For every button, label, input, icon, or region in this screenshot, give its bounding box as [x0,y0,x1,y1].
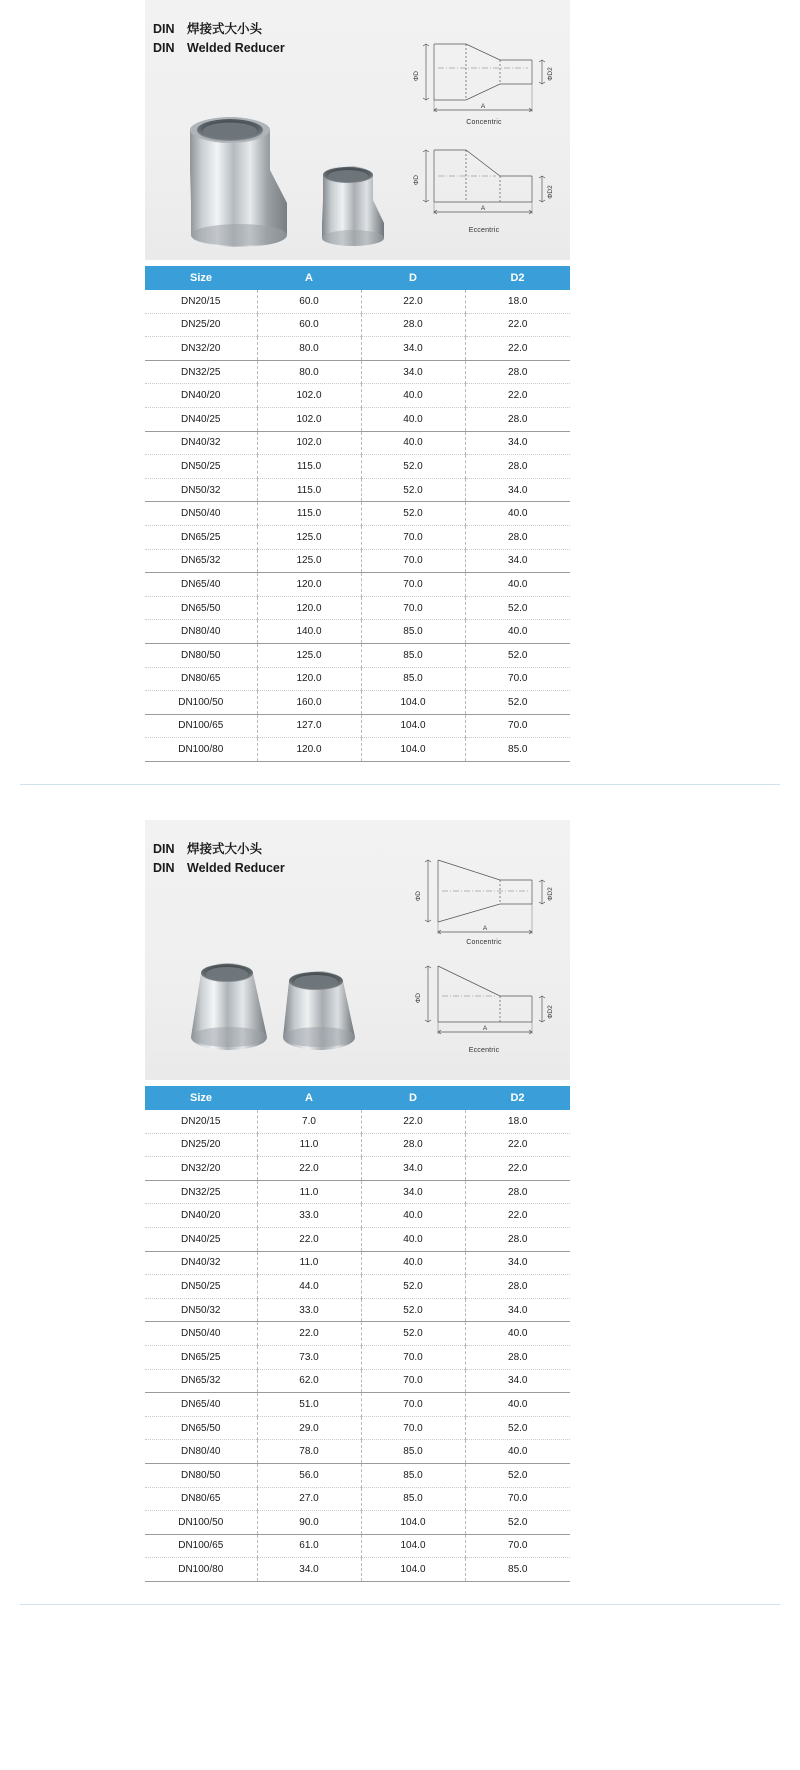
dim-label-a: A [482,925,488,932]
dim-label-d2: ΦD2 [547,67,554,81]
cell-d2: 85.0 [508,744,528,756]
cell-size: DN80/65 [145,1487,257,1511]
table-row [145,573,570,597]
small-reducer-render [322,166,384,246]
technical-drawings-2 [404,844,564,1059]
cell-a: 125.0 [257,643,361,667]
sheet-divider-1 [20,784,780,785]
cell-a: 11.0 [257,1133,361,1157]
cell-d2: 34.0 [508,1375,528,1387]
concentric-reducer-render [283,971,355,1050]
spec-table-2 [145,1086,570,1582]
cell-size: DN65/25 [145,525,257,549]
cell-d: 34.0 [361,360,465,384]
cell-a: 34.0 [257,1558,361,1582]
cell-a: 120.0 [257,738,361,762]
cell-a: 120.0 [257,596,361,620]
dim-label-d: ΦD [413,175,420,185]
product-panel-1 [145,0,570,260]
cell-d2: 28.0 [508,413,528,425]
table-row [145,714,570,738]
cell-a: 78.0 [257,1440,361,1464]
cell-a: 73.0 [257,1345,361,1369]
cell-size: DN40/25 [145,407,257,431]
cell-d: 70.0 [361,596,465,620]
cell-size: DN32/25 [145,1180,257,1204]
cell-a: 62.0 [257,1369,361,1393]
cell-d: 40.0 [361,1251,465,1275]
cell-d: 85.0 [361,1487,465,1511]
dim-label-a: A [482,1025,488,1032]
product-name-cn: 焊接式大小头 [187,22,263,36]
dim-label-d2: ΦD2 [547,1005,554,1019]
cell-d: 70.0 [361,573,465,597]
table-row [145,1322,570,1346]
title-line-en [153,39,285,58]
table-row [145,1133,570,1157]
cell-size: DN65/40 [145,1393,257,1417]
cell-a: 80.0 [257,360,361,384]
table-row [145,290,570,313]
cell-size: DN50/25 [145,455,257,479]
cell-d: 52.0 [361,455,465,479]
cell-d: 85.0 [361,643,465,667]
cell-d2: 28.0 [508,460,528,472]
eccentric-drawing-1 [404,132,564,232]
cell-a: 127.0 [257,714,361,738]
cell-d: 40.0 [361,431,465,455]
dim-label-a: A [480,103,486,110]
concentric-drawing-1 [404,24,564,124]
table-row [145,337,570,361]
cell-a: 80.0 [257,337,361,361]
cell-d2: 40.0 [508,1398,528,1410]
title-block-1 [153,20,285,59]
cell-a: 102.0 [257,407,361,431]
cell-d: 28.0 [361,1133,465,1157]
table-row [145,1369,570,1393]
table-row [145,1558,570,1582]
cell-a: 51.0 [257,1393,361,1417]
table-row [145,620,570,644]
cell-d2: 40.0 [508,1328,528,1340]
col-header-a: A [257,266,361,290]
cell-d2: 22.0 [508,1139,528,1151]
cell-d: 52.0 [361,1298,465,1322]
cell-d: 28.0 [361,313,465,337]
standard-code: DIN [153,41,175,56]
cell-a: 11.0 [257,1180,361,1204]
col-header-d: D [361,266,465,290]
cell-a: 56.0 [257,1463,361,1487]
col-header-size: Size [145,266,257,290]
cell-d2: 22.0 [508,1162,528,1174]
cell-size: DN32/20 [145,337,257,361]
cell-size: DN100/50 [145,1511,257,1535]
cell-d: 85.0 [361,620,465,644]
cell-d: 52.0 [361,1322,465,1346]
reducer-photo-group-2 [155,895,405,1070]
table-body-1 [145,290,570,761]
table-row [145,1534,570,1558]
cell-size: DN40/25 [145,1227,257,1251]
cell-a: 44.0 [257,1275,361,1299]
cell-a: 27.0 [257,1487,361,1511]
cell-d2: 70.0 [508,1540,528,1552]
cell-size: DN100/65 [145,714,257,738]
table-row [145,455,570,479]
cell-a: 22.0 [257,1227,361,1251]
table-row [145,431,570,455]
table-header-row [145,266,570,290]
table-row [145,1511,570,1535]
cell-d: 40.0 [361,384,465,408]
eccentric-caption: Eccentric [468,1047,500,1054]
cell-d: 104.0 [361,1534,465,1558]
table-row [145,1227,570,1251]
cell-size: DN50/25 [145,1275,257,1299]
cell-d2: 52.0 [508,696,528,708]
cell-d: 104.0 [361,1558,465,1582]
product-name-en: Welded Reducer [187,861,285,876]
cell-size: DN80/65 [145,667,257,691]
cell-a: 102.0 [257,431,361,455]
reducer-photo-group-1 [155,75,405,250]
cell-a: 60.0 [257,290,361,313]
eccentric-caption: Eccentric [468,227,500,234]
table-row [145,1180,570,1204]
cell-a: 115.0 [257,502,361,526]
cell-d: 70.0 [361,525,465,549]
cell-a: 125.0 [257,525,361,549]
table-body-2 [145,1110,570,1581]
cell-d2: 28.0 [508,531,528,543]
cell-d: 70.0 [361,549,465,573]
table-row [145,596,570,620]
cell-size: DN40/32 [145,1251,257,1275]
table-row [145,667,570,691]
table-row [145,691,570,715]
technical-drawings-1 [404,24,564,239]
cell-size: DN20/15 [145,1110,257,1133]
cell-d: 52.0 [361,1275,465,1299]
cell-d: 70.0 [361,1345,465,1369]
cell-size: DN65/50 [145,1416,257,1440]
cell-d2: 52.0 [508,1422,528,1434]
col-header-d2: D2 [465,1086,570,1110]
cell-d2: 22.0 [508,390,528,402]
cell-d2: 70.0 [508,720,528,732]
cell-d2: 18.0 [508,1115,528,1127]
cell-size: DN80/40 [145,620,257,644]
cell-a: 22.0 [257,1322,361,1346]
col-header-size: Size [145,1086,257,1110]
product-panel-2 [145,820,570,1080]
cell-size: DN50/40 [145,502,257,526]
cell-size: DN20/15 [145,290,257,313]
cell-d: 52.0 [361,502,465,526]
cell-size: DN25/20 [145,1133,257,1157]
cell-size: DN100/65 [145,1534,257,1558]
cell-a: 33.0 [257,1298,361,1322]
cell-d2: 22.0 [508,319,528,331]
dim-label-a: A [480,205,486,212]
cell-d2: 40.0 [508,578,528,590]
dim-label-d: ΦD [413,71,420,81]
product-name-en: Welded Reducer [187,41,285,56]
table-row [145,525,570,549]
cell-d: 34.0 [361,1180,465,1204]
title-line-cn [153,20,285,39]
dim-label-d2: ΦD2 [547,887,554,901]
cell-size: DN50/32 [145,478,257,502]
table-row [145,1393,570,1417]
cell-a: 29.0 [257,1416,361,1440]
cell-a: 33.0 [257,1204,361,1228]
spec-sheet-2 [0,820,800,1605]
table-row [145,1440,570,1464]
cell-a: 102.0 [257,384,361,408]
large-reducer-render [190,117,287,247]
product-photos-1 [155,75,405,250]
table-row [145,1298,570,1322]
col-header-d: D [361,1086,465,1110]
cell-a: 90.0 [257,1511,361,1535]
cell-d: 40.0 [361,1227,465,1251]
cell-d2: 22.0 [508,342,528,354]
table-row [145,1345,570,1369]
cell-d: 40.0 [361,1204,465,1228]
cell-size: DN80/40 [145,1440,257,1464]
cell-a: 140.0 [257,620,361,644]
concentric-caption: Concentric [466,939,502,946]
table-row [145,1487,570,1511]
eccentric-drawing-2 [404,952,564,1052]
table-header-row [145,1086,570,1110]
table-row [145,1157,570,1181]
spec-sheet-1 [0,0,800,785]
cell-d: 34.0 [361,337,465,361]
table-row [145,1416,570,1440]
cell-d2: 52.0 [508,1469,528,1481]
table-row [145,738,570,762]
cell-a: 115.0 [257,455,361,479]
cell-size: DN65/32 [145,549,257,573]
table-row [145,549,570,573]
cell-size: DN65/40 [145,573,257,597]
cell-size: DN40/32 [145,431,257,455]
cell-d2: 34.0 [508,1304,528,1316]
cell-size: DN65/50 [145,596,257,620]
cell-d2: 34.0 [508,1257,528,1269]
table-row [145,1204,570,1228]
product-photos-2 [155,895,405,1070]
cell-d: 104.0 [361,691,465,715]
cell-d: 34.0 [361,1157,465,1181]
cell-d: 40.0 [361,407,465,431]
cell-size: DN65/32 [145,1369,257,1393]
table-row [145,360,570,384]
cell-a: 7.0 [257,1110,361,1133]
cell-a: 160.0 [257,691,361,715]
cell-size: DN65/25 [145,1345,257,1369]
cell-d: 70.0 [361,1393,465,1417]
cell-d2: 28.0 [508,1233,528,1245]
col-header-a: A [257,1086,361,1110]
cell-d2: 52.0 [508,649,528,661]
table-row [145,1110,570,1133]
cell-size: DN50/40 [145,1322,257,1346]
cell-size: DN32/25 [145,360,257,384]
table-row [145,313,570,337]
cell-size: DN100/80 [145,738,257,762]
cell-size: DN100/50 [145,691,257,715]
table-row [145,407,570,431]
table-row [145,1275,570,1299]
concentric-caption: Concentric [466,119,502,126]
cell-d: 22.0 [361,290,465,313]
cell-d2: 52.0 [508,1516,528,1528]
cell-size: DN80/50 [145,1463,257,1487]
cell-a: 22.0 [257,1157,361,1181]
cell-size: DN32/20 [145,1157,257,1181]
cell-a: 115.0 [257,478,361,502]
cell-d2: 28.0 [508,1351,528,1363]
cell-d2: 40.0 [508,508,528,520]
cell-a: 120.0 [257,667,361,691]
cell-d: 52.0 [361,478,465,502]
cell-d2: 85.0 [508,1564,528,1576]
spec-table-1 [145,266,570,762]
dim-label-d2: ΦD2 [547,185,554,199]
cell-d: 85.0 [361,1463,465,1487]
cell-d2: 70.0 [508,673,528,685]
cell-d2: 40.0 [508,1446,528,1458]
cell-d: 104.0 [361,1511,465,1535]
product-name-cn: 焊接式大小头 [187,842,263,856]
cell-d: 104.0 [361,738,465,762]
cell-d2: 22.0 [508,1210,528,1222]
table-row [145,1251,570,1275]
col-header-d2: D2 [465,266,570,290]
table-row [145,384,570,408]
cell-size: DN50/32 [145,1298,257,1322]
cell-d: 85.0 [361,1440,465,1464]
table-row [145,502,570,526]
cell-d2: 28.0 [508,1280,528,1292]
cell-a: 11.0 [257,1251,361,1275]
standard-code: DIN [153,861,175,876]
table-row [145,478,570,502]
cell-d: 85.0 [361,667,465,691]
cell-d2: 28.0 [508,1186,528,1198]
title-line-cn [153,840,285,859]
table-row [145,1463,570,1487]
title-line-en [153,859,285,878]
cell-size: DN100/80 [145,1558,257,1582]
cell-a: 125.0 [257,549,361,573]
cell-d2: 18.0 [508,295,528,307]
cell-size: DN80/50 [145,643,257,667]
cell-a: 60.0 [257,313,361,337]
cell-a: 120.0 [257,573,361,597]
cell-size: DN25/20 [145,313,257,337]
cell-d2: 52.0 [508,602,528,614]
cell-d2: 34.0 [508,555,528,567]
standard-code: DIN [153,22,175,36]
cell-d2: 40.0 [508,626,528,638]
concentric-drawing-2 [404,844,564,944]
cell-size: DN40/20 [145,1204,257,1228]
cell-size: DN40/20 [145,384,257,408]
cell-d2: 70.0 [508,1493,528,1505]
table-row [145,643,570,667]
sheet-divider-2 [20,1604,780,1605]
title-block-2 [153,840,285,879]
eccentric-reducer-render [191,963,267,1050]
cell-d: 22.0 [361,1110,465,1133]
cell-d2: 34.0 [508,484,528,496]
dim-label-d: ΦD [415,993,422,1003]
cell-d: 70.0 [361,1416,465,1440]
standard-code: DIN [153,842,175,856]
cell-d2: 34.0 [508,437,528,449]
cell-a: 61.0 [257,1534,361,1558]
dim-label-d: ΦD [415,891,422,901]
cell-d: 104.0 [361,714,465,738]
cell-d2: 28.0 [508,366,528,378]
cell-d: 70.0 [361,1369,465,1393]
